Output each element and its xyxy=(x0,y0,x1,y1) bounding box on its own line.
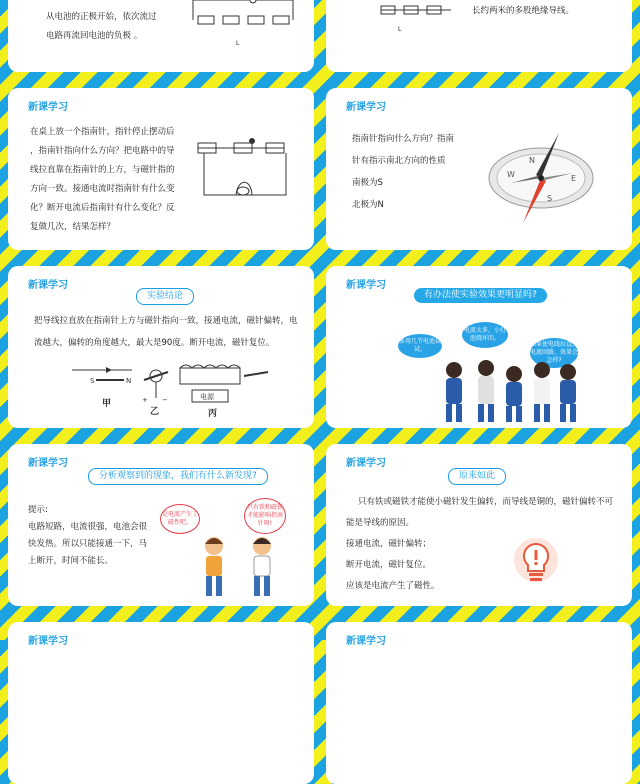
west-label: W xyxy=(507,170,515,179)
slide-10[interactable] xyxy=(326,622,632,784)
speech-bubble: 如果使电线拉直，电流回路，效果会怎样? xyxy=(530,338,578,368)
north-label: N xyxy=(529,156,535,165)
bing-label: 丙 xyxy=(208,409,218,419)
text-line: 应该是电流产生了磁性。 xyxy=(346,581,440,591)
section-tag: 新课学习 xyxy=(346,636,386,647)
speech-bubble: 只有铁和磁铁才能影响指南针呀! xyxy=(244,498,286,534)
jia-label: 甲 xyxy=(102,399,112,409)
text-line: 复做几次，结果怎样？ xyxy=(30,222,116,232)
speech-bubble: 多用几节电池试试。 xyxy=(398,334,442,358)
title-pill: 实验结论 xyxy=(136,288,194,305)
text-line: 快发热。所以只能接通一下，马 xyxy=(28,539,148,549)
section-tag: 新课学习 xyxy=(346,280,386,291)
slide-7[interactable] xyxy=(8,444,314,606)
south-label: S xyxy=(547,194,553,203)
slide-5[interactable] xyxy=(8,266,314,428)
text-line: 流越大，偏转的角度越大，最大是90度。断开电流，磁针复位。 xyxy=(34,338,275,348)
text-line: 提示: xyxy=(28,505,48,515)
text-line: 把导线拉直放在指南针上方与磁针指向一致，接通电流，磁针偏转，电 xyxy=(34,316,298,326)
speech-bubble: 是电流产生了磁性吧。 xyxy=(160,504,200,534)
text-line: 只有铁或磁铁才能使小磁针发生偏转，而导线是铜的，磁针偏转不可 xyxy=(358,497,614,507)
section-tag: 新课学习 xyxy=(346,458,386,469)
text-line: 断开电流，磁针复位。 xyxy=(346,560,432,570)
plus-label: + xyxy=(142,396,148,404)
students-illustration xyxy=(434,356,584,426)
slide-8[interactable] xyxy=(326,444,632,606)
title-pill: 有办法使实验效果更明显吗? xyxy=(414,288,547,303)
text-line: 化？断开电流后指南针有什么变化？反 xyxy=(30,203,175,213)
slide-5-text xyxy=(34,310,298,354)
compass-icon xyxy=(481,123,601,233)
text-line: ，指南针指向什么方向？把电路中的导 xyxy=(30,146,175,156)
text-line: 能是导线的原因。 xyxy=(346,518,415,528)
lamp-label: L xyxy=(398,26,402,33)
speech-bubble: 电流太多，小灯泡烧坏的。 xyxy=(462,322,508,348)
circuit-diagram xyxy=(183,0,303,50)
n-label: N xyxy=(126,377,132,385)
boy-illustration xyxy=(194,536,234,602)
text-line: 南极为S xyxy=(352,178,383,188)
slide-7-text xyxy=(28,502,147,570)
circuit-diagram xyxy=(196,133,291,208)
boy-illustration xyxy=(244,536,280,602)
text-line: 电路再流回电池的负极 。 xyxy=(46,31,143,41)
experiment-diagram xyxy=(32,362,292,422)
text-line: 从电池的正极开始，依次流过 xyxy=(46,12,157,22)
text-line: 在桌上放一个指南针，指针停止摆动后 xyxy=(30,127,175,137)
power-label: 电源 xyxy=(200,393,214,401)
text-line: 线拉直靠在指南针的上方，与磁针指的 xyxy=(30,165,175,175)
lightbulb-icon xyxy=(511,536,561,592)
section-tag: 新课学习 xyxy=(346,102,386,113)
slide-4-text xyxy=(352,128,454,216)
text-line: 接通电流，磁针偏转； xyxy=(346,539,432,549)
title-pill: 分析观察到的现象，我们有什么新发现? xyxy=(88,468,268,485)
slide-1[interactable] xyxy=(8,0,314,72)
slide-2[interactable] xyxy=(326,0,632,72)
section-tag: 新课学习 xyxy=(28,636,68,647)
slide-1-text xyxy=(46,8,157,46)
circuit-diagram xyxy=(376,0,456,36)
yi-label: 乙 xyxy=(150,407,160,417)
text-line: 针有指示南北方向的性质 xyxy=(352,156,446,166)
text-line: 北极为N xyxy=(352,200,384,210)
section-tag: 新课学习 xyxy=(28,458,68,469)
section-tag: 新课学习 xyxy=(28,102,68,113)
east-label: E xyxy=(571,174,577,183)
text-line: 电路短路，电流很强，电池会很 xyxy=(28,522,148,532)
slide-8-text xyxy=(346,492,613,597)
lamp-label: L xyxy=(236,40,240,47)
s-label: S xyxy=(90,377,95,385)
slide-3-text xyxy=(30,123,175,237)
slide-4[interactable] xyxy=(326,88,632,250)
title-pill: 原来如此 xyxy=(448,468,506,485)
text-line: 指南针指向什么方向？指南 xyxy=(352,134,455,144)
slide-9[interactable] xyxy=(8,622,314,784)
text-line: 上断开，时间不能长。 xyxy=(28,556,114,566)
section-tag: 新课学习 xyxy=(28,280,68,291)
slide-3[interactable] xyxy=(8,88,314,250)
slide-6[interactable] xyxy=(326,266,632,428)
text-line: 方向一致。接通电流时指南针有什么变 xyxy=(30,184,175,194)
minus-label: − xyxy=(162,396,168,404)
slide-2-text: 长约两米的多股绝缘导线。 xyxy=(472,6,575,16)
